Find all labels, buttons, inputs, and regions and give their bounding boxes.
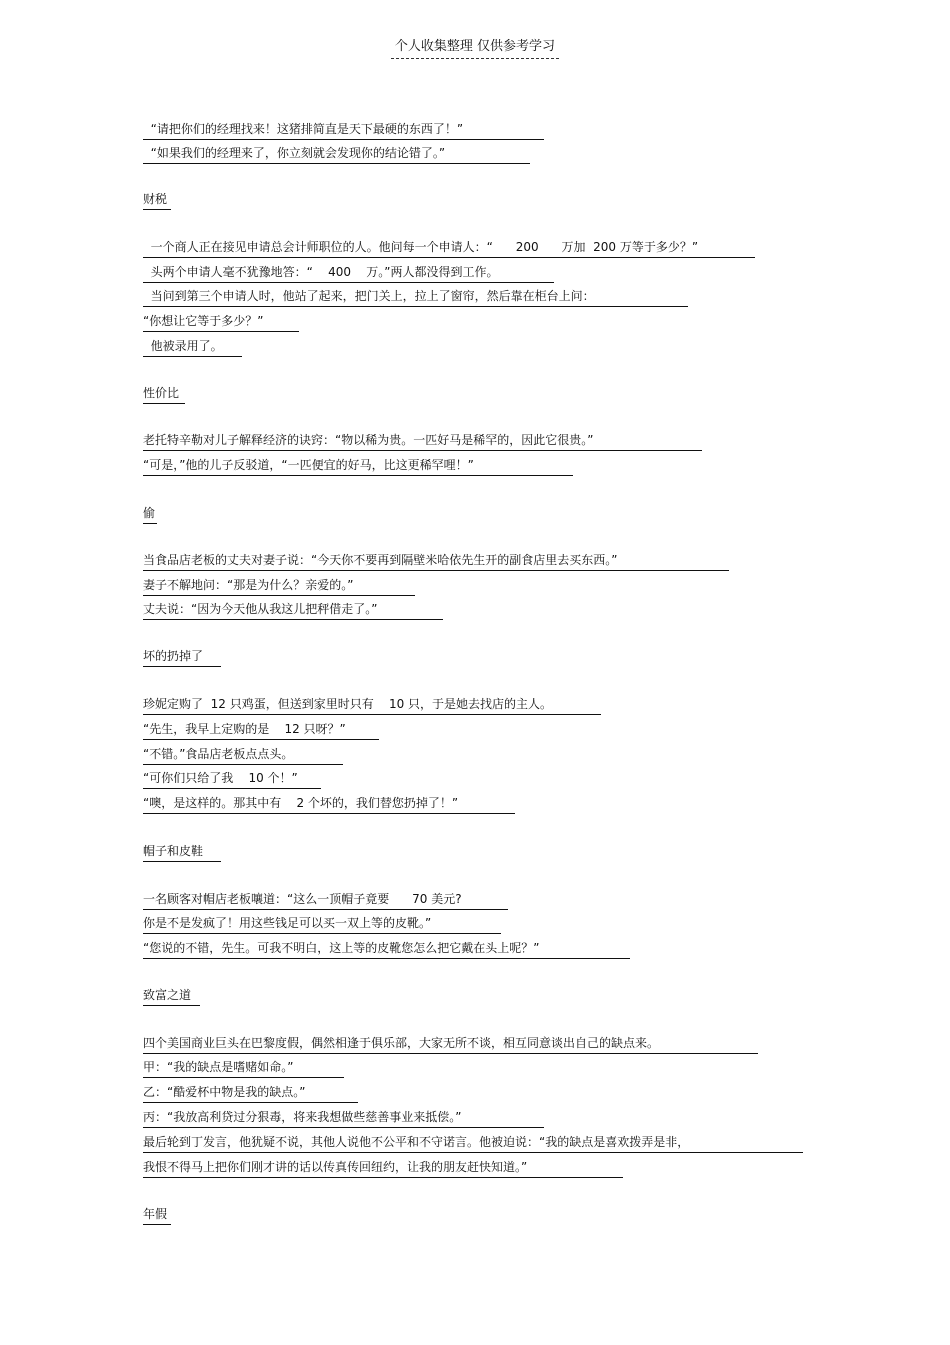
section-heading: 帽子和皮鞋 — [143, 842, 221, 862]
text-line: 当食品店老板的丈夫对妻子说：“今天你不要再到隔壁米哈依先生开的副食店里去买东西。” — [143, 551, 729, 571]
text-line: 四个美国商业巨头在巴黎度假，偶然相逢于俱乐部，大家无所不谈，相互同意谈出自己的缺点来。 — [143, 1034, 758, 1054]
text-line: “可你们只给了我 10 个！” — [143, 769, 321, 789]
text-line: 丈夫说：“因为今天他从我这儿把秤借走了。” — [143, 600, 443, 620]
text-line: 我恨不得马上把你们刚才讲的话以传真传回纽约，让我的朋友赶快知道。” — [143, 1158, 623, 1178]
text-line: “不错。”食品店老板点点头。 — [143, 745, 343, 765]
section-heading: 年假 — [143, 1205, 171, 1225]
text-line: “如果我们的经理来了，你立刻就会发现你的结论错了。” — [143, 144, 530, 164]
text-line: “您说的不错，先生。可我不明白，这上等的皮靴您怎么把它戴在头上呢？” — [143, 939, 630, 959]
text-line: 妻子不解地问：“那是为什么？亲爱的。” — [143, 576, 415, 596]
page-header — [0, 38, 950, 59]
text-line: 老托特辛勒对儿子解释经济的诀窍：“物以稀为贵。一匹好马是稀罕的，因此它很贵。” — [143, 431, 702, 451]
text-line: 甲：“我的缺点是嗜赌如命。” — [143, 1058, 344, 1078]
text-line: 一个商人正在接见申请总会计师职位的人。他问每一个申请人：“ 200 万加 200 万等于多少？” — [143, 238, 755, 258]
text-line: 一名顾客对帽店老板嚷道：“这么一顶帽子竟要 70 美元? — [143, 890, 508, 910]
header-text: 个人收集整理 仅供参考学习 — [391, 38, 559, 59]
text-line: “你想让它等于多少？” — [143, 312, 299, 332]
text-line: 他被录用了。 — [143, 337, 242, 357]
text-line: 乙：“酷爱杯中物是我的缺点。” — [143, 1083, 358, 1103]
text-line: 最后轮到丁发言，他犹疑不说，其他人说他不公平和不守诺言。他被迫说：“我的缺点是喜欢拨弄是非， — [143, 1133, 803, 1153]
text-line: 你是不是发疯了！用这些钱足可以买一双上等的皮靴。” — [143, 914, 501, 934]
text-line: “可是，”他的儿子反驳道，“一匹便宜的好马，比这更稀罕哩！” — [143, 456, 573, 476]
text-line: 当问到第三个申请人时，他站了起来，把门关上，拉上了窗帘，然后靠在柜台上问： — [143, 287, 688, 307]
text-line: “请把你们的经理找来！这猪排简直是天下最硬的东西了！” — [143, 120, 544, 140]
section-heading: 坏的扔掉了 — [143, 647, 221, 667]
text-line: “噢，是这样的。那其中有 2 个坏的，我们替您扔掉了！” — [143, 794, 515, 814]
text-line: 丙：“我放高利贷过分狠毒，将来我想做些慈善事业来抵偿。” — [143, 1108, 544, 1128]
section-heading: 财税 — [143, 190, 171, 210]
section-heading: 致富之道 — [143, 986, 200, 1006]
section-heading: 偷 — [143, 504, 157, 524]
text-line: 头两个申请人毫不犹豫地答：“ 400 万。”两人都没得到工作。 — [143, 263, 554, 283]
text-line: “先生，我早上定购的是 12 只呀？” — [143, 720, 379, 740]
text-line: 珍妮定购了 12 只鸡蛋，但送到家里时只有 10 只，于是她去找店的主人。 — [143, 695, 601, 715]
section-heading: 性价比 — [143, 384, 185, 404]
